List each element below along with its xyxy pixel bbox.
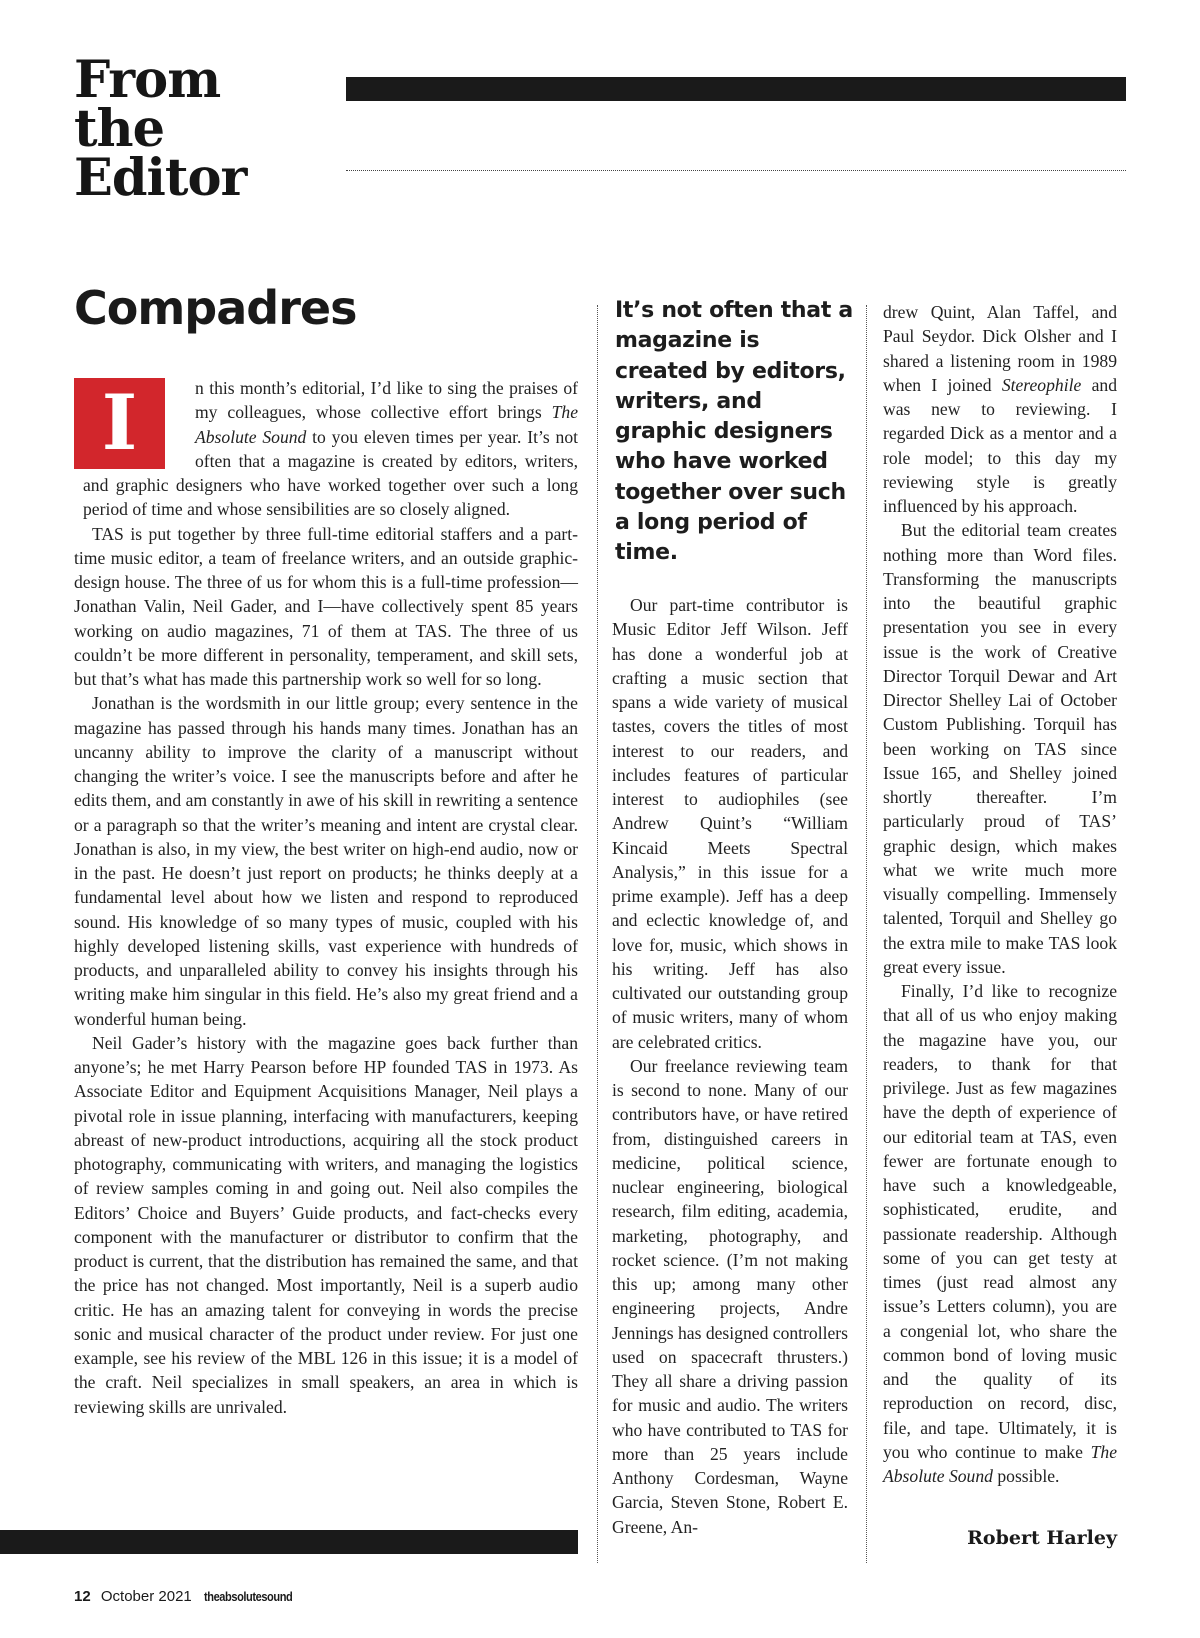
paragraph: But the editorial team creates nothing more than Word files. Transforming the manuscripts into the beautiful graphic presentation you see in every issue is the work of Creative Director Torquil Dewar and Art Director Shelley Lai of October Custom Publishing. Torquil has been working on TAS since Issue 165, and Shelley joined shortly thereafter. I’m particularly proud of TAS’ graphic design, which makes what we write much more visually compelling. Immensely talented, Torquil and Shelley go the extra mile to make TAS look great every issue. bbox=[883, 520, 1117, 977]
section-title-line: From bbox=[74, 50, 221, 110]
dropcap bbox=[74, 378, 165, 469]
section-title-line: Editor bbox=[74, 148, 247, 208]
header-dotted-rule bbox=[346, 170, 1126, 171]
author-signature: Robert Harley bbox=[967, 1527, 1117, 1549]
paragraph: Our part-time contributor is Music Editor Jeff Wilson. Jeff has done a wonderful job at crafting a music section that spans a wide variety of musical tastes, covers the titles of most interest to our readers, and includes features of particular interest to audiophiles (see Andrew Quint’s “William Kincaid Meets Spectral Analysis,” in this issue for a prime example). Jeff has a deep and eclectic knowledge of, and love for, music, which shows in his writing. Jeff has also cultivated our outstanding group of music writers, many of whom are celebrated critics. bbox=[612, 595, 848, 1052]
article-headline: Compadres bbox=[74, 281, 357, 335]
italic-title: The Absolute Sound bbox=[195, 402, 578, 447]
paragraph: n this month’s editorial, I’d like to sing the praises of my colleagues, whose collective effort brings The Absolute Sound to you eleven times per year. It’s not often that a magazine is created by editors, writers, and graphic designers who have worked together over such a long period of time and whose sensibilities are so closely aligned. bbox=[83, 378, 578, 520]
italic-title: Stereophile bbox=[1001, 374, 1082, 395]
paragraph: Finally, I’d like to recognize that all of us who enjoy making the magazine have you, our readers, to thank for that privilege. Just as few magazines have the depth of experience of our editorial team at TAS, even fewer are fortunate enough to have such a knowledgeable, sophisticated, erudite, and passionate readership. Although some of you can get testy at times (just read almost any issue’s Letters column), you are a congenial lot, who share the common bond of loving music and the quality of its reproduction on record, disc, file, and tape. Ultimately, it is you who continue to make The Absolute Sound possible. bbox=[883, 981, 1117, 1486]
paragraph: TAS is put together by three full-time editorial staffers and a part-time music editor, a team of freelance writers, and an outside graphic-design house. The three of us for whom this is a full-time profession—Jonathan Valin, Neil Gader, and I—have collectively spent 85 years working on audio magazines, 71 of them at TAS. The three of us couldn’t be more different in personality, temperament, and skill sets, but that’s what has made this partnership work so well for so long. bbox=[74, 523, 578, 689]
section-title-line: the bbox=[74, 99, 165, 159]
paragraph: Our freelance reviewing team is second to none. Many of our contributors have, or have retired from, distinguished careers in medicine, political science, nuclear engineering, biological research, film editing, academia, marketing, photography, and rocket science. (I’m not making this up; among many other engineering projects, Andre Jennings has designed controllers used on spacecraft thrusters.) They all share a driving passion for music and audio. The writers who have contributed to TAS for more than 25 years include Anthony Cordesman, Wayne Garcia, Steven Stone, Robert E. Greene, An- bbox=[612, 1055, 849, 1537]
page-footer bbox=[74, 1588, 308, 1605]
footer-bar bbox=[0, 1530, 578, 1554]
section-title bbox=[74, 50, 334, 208]
pull-quote: It’s not often that a magazine is created by editors, writers, and graphic designers who have worked together over such a long period of time. bbox=[615, 298, 853, 566]
header-bar bbox=[346, 77, 1126, 101]
article-column-2 bbox=[612, 593, 848, 1539]
italic-title: The Absolute Sound bbox=[883, 1441, 1117, 1486]
issue-date: October 2021 bbox=[100, 1588, 192, 1605]
paragraph: Jonathan is the wordsmith in our little group; every sentence in the magazine has passed through his hands many times. Jonathan has an uncanny ability to improve the clarity of a manuscript without changing the writer’s voice. I see the manuscripts before and after he edits them, and am constantly in awe of his skill in rewriting a sentence or a paragraph so that the writer’s meaning and intent are crystal clear. Jonathan is also, in my view, the best writer on high-end audio, now or in the past. He doesn’t just report on products; he thinks deeply at a fundamental level about how we listen and respond to reproduced sound. His knowledge of so many types of music, coupled with his highly developed listening skills, vast experience with hundreds of products, and unparalleled ability to convey his insights through his writing make him singular in this field. He’s also my great friend and a wonderful human being. bbox=[74, 693, 578, 1029]
article-column-1 bbox=[74, 376, 578, 1419]
paragraph: Neil Gader’s history with the magazine goes back further than anyone’s; he met Harry Pearson before HP founded TAS in 1973. As Associate Editor and Equipment Acquisitions Manager, Neil plays a pivotal role in issue planning, interfacing with manufacturers, keeping abreast of new-product introductions, acquiring all the stock product photography, communicating with writers, and managing the logistics of review samples coming in and going out. Neil also compiles the Editors’ Choice and Buyers’ Guide products, and fact-checks every component with the manufacturer or distributor to confirm that the product is current, that the distribution has remained the same, and that the price has not changed. Most importantly, Neil is a superb audio critic. He has an amazing talent for conveying in words the precise sonic and musical character of the product under review. For just one example, see his review of the MBL 126 in this issue; it is a model of the craft. Neil specializes in small speakers, an area in which is reviewing skills are unrivaled. bbox=[74, 1032, 578, 1417]
page-number: 12 bbox=[74, 1588, 91, 1605]
dropcap-letter: I bbox=[101, 377, 138, 467]
article-column-3 bbox=[883, 300, 1117, 1488]
column-divider bbox=[597, 305, 598, 1563]
column-divider bbox=[866, 305, 867, 1563]
paragraph: drew Quint, Alan Taffel, and Paul Seydor. Dick Olsher and I shared a listening room in 1989 when I joined Stereophile and was new to reviewing. I regarded Dick as a mentor and a role model; to this day my reviewing style is greatly influenced by his approach. bbox=[883, 302, 1117, 516]
magazine-wordmark: theabsolutesound bbox=[203, 1589, 293, 1604]
